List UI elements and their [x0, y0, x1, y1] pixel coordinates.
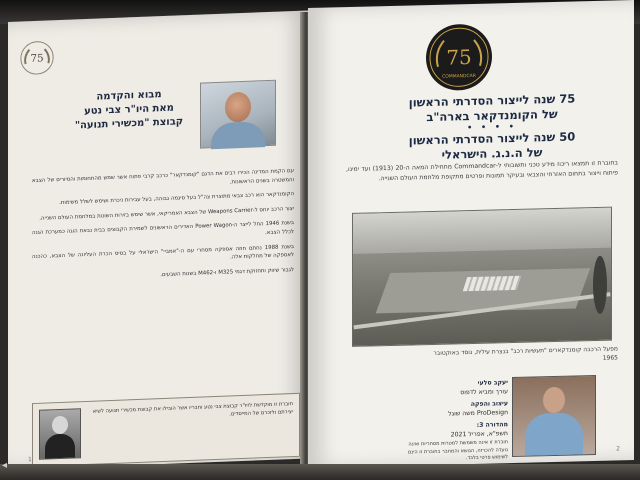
main-title	[372, 91, 612, 165]
page-number-left: 1	[28, 456, 32, 464]
title-line-1: 75 שנה לייצור הסדרתי הראשון	[408, 91, 576, 110]
title-divider: • • • •	[467, 121, 517, 133]
wreath-icon	[18, 38, 56, 77]
title-line-2: של הקומנדקאר בארה"ב	[426, 106, 558, 125]
editor-photo	[512, 375, 596, 457]
intro-title	[54, 86, 204, 134]
subtitle-line-1: 50 שנה לייצור הסדרתי הראשון	[408, 129, 576, 148]
badge-number: 75	[446, 45, 472, 70]
commandcar-badge	[424, 21, 494, 93]
left-page	[8, 10, 308, 470]
badge-icon	[424, 21, 494, 93]
intro-paragraph: בחוברת זו תמצאו ריכוז מידע טכני ותשובותי ל-Commandcar מתחילת המאה ה-20 (1913) ועד ימינו, פיתוח וייצור בתחום האזרחי והצבאי ובעיקר תמונות ופרטים מתקופת מלחמת העולם השנייה.	[346, 159, 618, 182]
credits	[408, 379, 508, 445]
intro-title-line-1: מבוא והקדמה	[96, 89, 162, 103]
photo-caption: מפעל הרכבה קומנדקארים "תעשיות רכב" בנצרת עילית, נוסד באוקטובר 1965	[433, 345, 618, 362]
footnote: חוברת זו אינה משמשת למטרות מסחריות ואינה נועדה להכרזה, הנושא והמחבר בחוברת זו הינם לשימוש פרטי בלבד.	[407, 439, 508, 462]
credit-edition: מהדורה 3: תשפ"א, אפריל 2021	[450, 421, 508, 439]
dedication-box	[32, 393, 300, 467]
logo-number: 75	[30, 52, 44, 65]
intro-title-line-2: מאת היו"ר צבי נטע	[84, 102, 174, 118]
factory-aerial-photo	[352, 207, 612, 347]
body-paragraph: בשנת 1946 החל לייצר ה-Power Wagon האדירים הראשונים לשמירת הקבוצים בבית נבאת הוגה כמערכת הגנה לכלל הצבא.	[32, 220, 294, 237]
subtitle-line-2: של ה.נ.ג. הישראלי	[441, 145, 543, 162]
arrow-left-icon: ◂	[2, 460, 8, 471]
dedication-photo	[39, 408, 81, 460]
dedication-text: חוברת זו מוקדשת לזיו"ר קבוצת צבי נטע וחבריו אשר הובילו את קבוצת מכשירי תנועה לשיא יצירתם ולזכרם של המייסדים.	[92, 401, 293, 418]
body-paragraph: עם הקמת המדינה הכירו רבים את הדגם "קומנדקאר" כרכב קרבי פתוח אשר שמש מהתחומות והסיורים של הצבא והמשטרה בשנים הראשונות.	[32, 168, 294, 186]
badge-label: COMMANDCAR	[442, 73, 476, 80]
anniversary-logo	[18, 38, 56, 77]
body-paragraph: לגבור שיווק ותחזוקת דגמי M325 ו-M462 בשנות השבעים.	[160, 266, 294, 278]
body-paragraph: בשנת 1988 נחתם חוזה אספקה מסחרי עם ה-"אמביי" הישראלי על בסיס הכרת העליונה של הצבא, כהכנה לאספקה של מחלקות אלה.	[32, 243, 294, 261]
intro-body	[32, 167, 294, 290]
credit-editor: יעקב סלעי עורך ומביא לדפוס	[460, 379, 508, 396]
right-page	[308, 0, 634, 468]
credit-design: עיצוב והפקה ProDesign משה שוגל	[448, 400, 508, 418]
body-paragraph: יצור הרכב יוחס ל-Weapons Carrier של הצבא האמריקאי, אשר שימש בזירות השונות במלחמת העולם השנייה.	[39, 205, 294, 222]
body-paragraph: הקומנדקאר הוא רכב צבאי מתוצרת צה"ל בעל סיגמה גבוהה, בעל עבירות ניכרת ושימש לשלל משימות.	[59, 191, 294, 207]
intro-title-line-3: קבוצת "מכשירי תנועה"	[74, 116, 184, 132]
book-bottom-edge	[0, 464, 640, 480]
chairman-portrait	[200, 80, 276, 149]
page-number-right: 2	[616, 445, 620, 453]
